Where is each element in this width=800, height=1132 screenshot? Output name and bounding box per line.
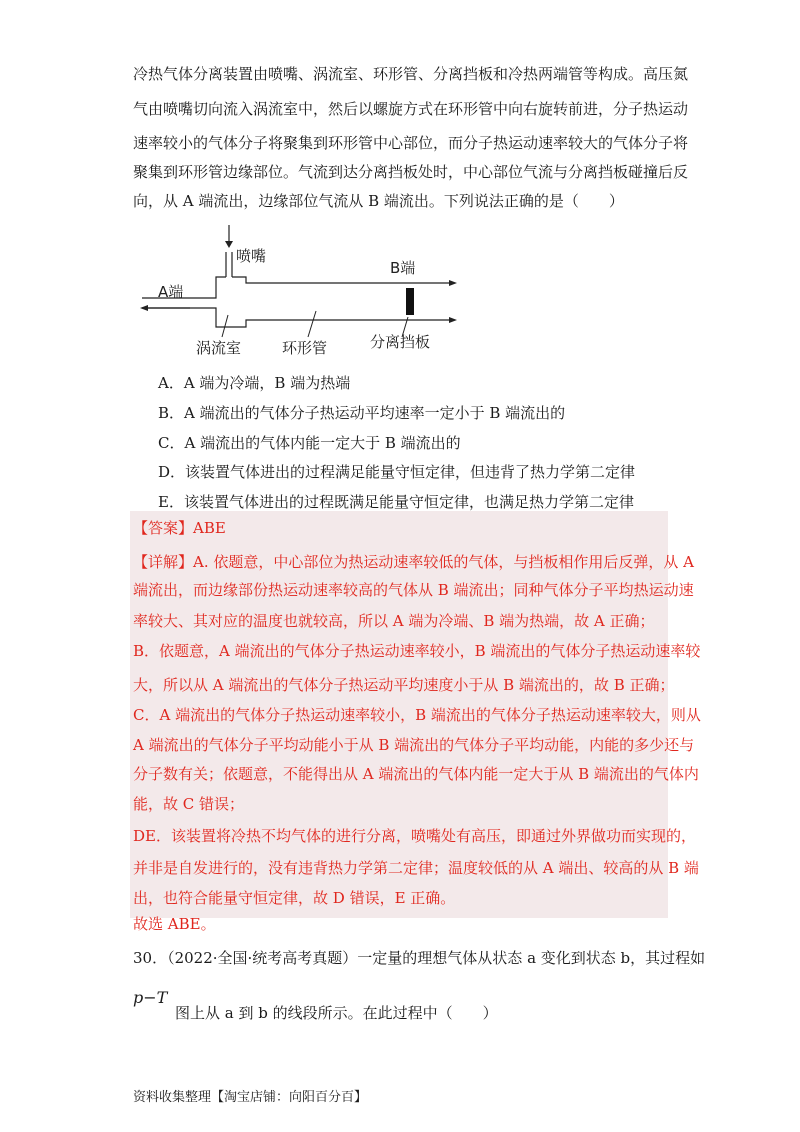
separator-plate (406, 288, 414, 315)
question-30-line: 30．（2022·全国·统考高考真题）一定量的理想气体从状态 a 变化到状态 b，其过程如 (133, 949, 706, 967)
answer-line: DE．该装置将冷热不均气体的进行分离，喷嘴处有高压，即通过外界做功而实现的， (133, 827, 696, 845)
option-d: D．该装置气体进出的过程满足能量守恒定律，但违背了热力学第二定律 (158, 463, 636, 481)
vortex-chamber-label: 涡流室 (196, 339, 242, 357)
page-footer: 资料收集整理【淘宝店铺：向阳百分百】 (133, 1090, 368, 1105)
answer-line: B．依题意，A 端流出的气体分子热运动速率较小，B 端流出的气体分子热运动速率较 (133, 642, 701, 660)
answer-line: 出，也符合能量守恒定律，故 D 错误，E 正确。 (133, 889, 456, 907)
answer-line: 【详解】A. 依题意，中心部位为热运动速率较低的气体，与挡板相作用后反弹，从 A (133, 553, 694, 571)
answer-line: C．A 端流出的气体分子热运动速率较小，B 端流出的气体分子热运动速率较大，则从 (133, 706, 701, 724)
answer-line: 率较大、其对应的温度也就较高，所以 A 端为冷端、B 端为热端，故 A 正确； (133, 612, 655, 630)
pt-diagram-label: p−T (133, 988, 168, 1007)
answer-line: 分子数有关；依题意，不能得出从 A 端流出的气体内能一定大于从 B 端流出的气体内 (133, 765, 699, 783)
b-end-arrow (449, 280, 457, 286)
ring-tube-label: 环形管 (282, 339, 328, 357)
answer-line: 端流出，而边缘部份热运动速率较高的气体从 B 端流出；同种气体分子平均热运动速 (133, 581, 694, 599)
option-c: C．A 端流出的气体内能一定大于 B 端流出的 (158, 434, 461, 452)
a-end-label: A端 (158, 283, 184, 301)
nozzle-arrowhead (225, 241, 233, 248)
vortex-tube-diagram (130, 225, 460, 360)
b-end-arrow (449, 317, 457, 323)
question-line: 速率较小的气体分子将聚集到环形管中心部位，而分子热运动速率较大的气体分子将 (133, 134, 689, 152)
answer-line: 并非是自发进行的，没有违背热力学第二定律；温度较低的从 A 端出、较高的从 B 端 (133, 859, 699, 877)
answer-line: 故选 ABE。 (133, 915, 216, 933)
answer-line: 能，故 C 错误； (133, 795, 245, 813)
b-end-label: B端 (390, 259, 416, 277)
answer-line: 【答案】ABE (133, 519, 226, 537)
a-end-arrow (140, 305, 148, 311)
question-line: 冷热气体分离装置由喷嘴、涡流室、环形管、分离挡板和冷热两端管等构成。高压氮 (133, 65, 689, 83)
separator-label: 分离挡板 (370, 333, 431, 351)
option-e: E．该装置气体进出的过程既满足能量守恒定律，也满足热力学第二定律 (158, 493, 634, 511)
option-a: A．A 端为冷端，B 端为热端 (158, 374, 351, 392)
question-line: 气由喷嘴切向流入涡流室中，然后以螺旋方式在环形管中向右旋转前进，分子热运动 (133, 100, 689, 118)
nozzle-label: 喷嘴 (236, 247, 267, 265)
answer-line: 大，所以从 A 端流出的气体分子热运动平均速度小于从 B 端流出的，故 B 正确； (133, 676, 675, 694)
question-line: 向，从 A 端流出，边缘部位气流从 B 端流出。下列说法正确的是（ ） (133, 192, 624, 210)
question-line: 聚集到环形管边缘部位。气流到达分离挡板处时，中心部位气流与分离挡板碰撞后反 (133, 163, 689, 181)
question-30-line: 图上从 a 到 b 的线段所示。在此过程中（ ） (175, 1004, 498, 1022)
option-b: B．A 端流出的气体分子热运动平均速率一定小于 B 端流出的 (158, 404, 566, 422)
answer-line: A 端流出的气体分子平均动能小于从 B 端流出的气体分子平均动能，内能的多少还与 (133, 736, 695, 754)
